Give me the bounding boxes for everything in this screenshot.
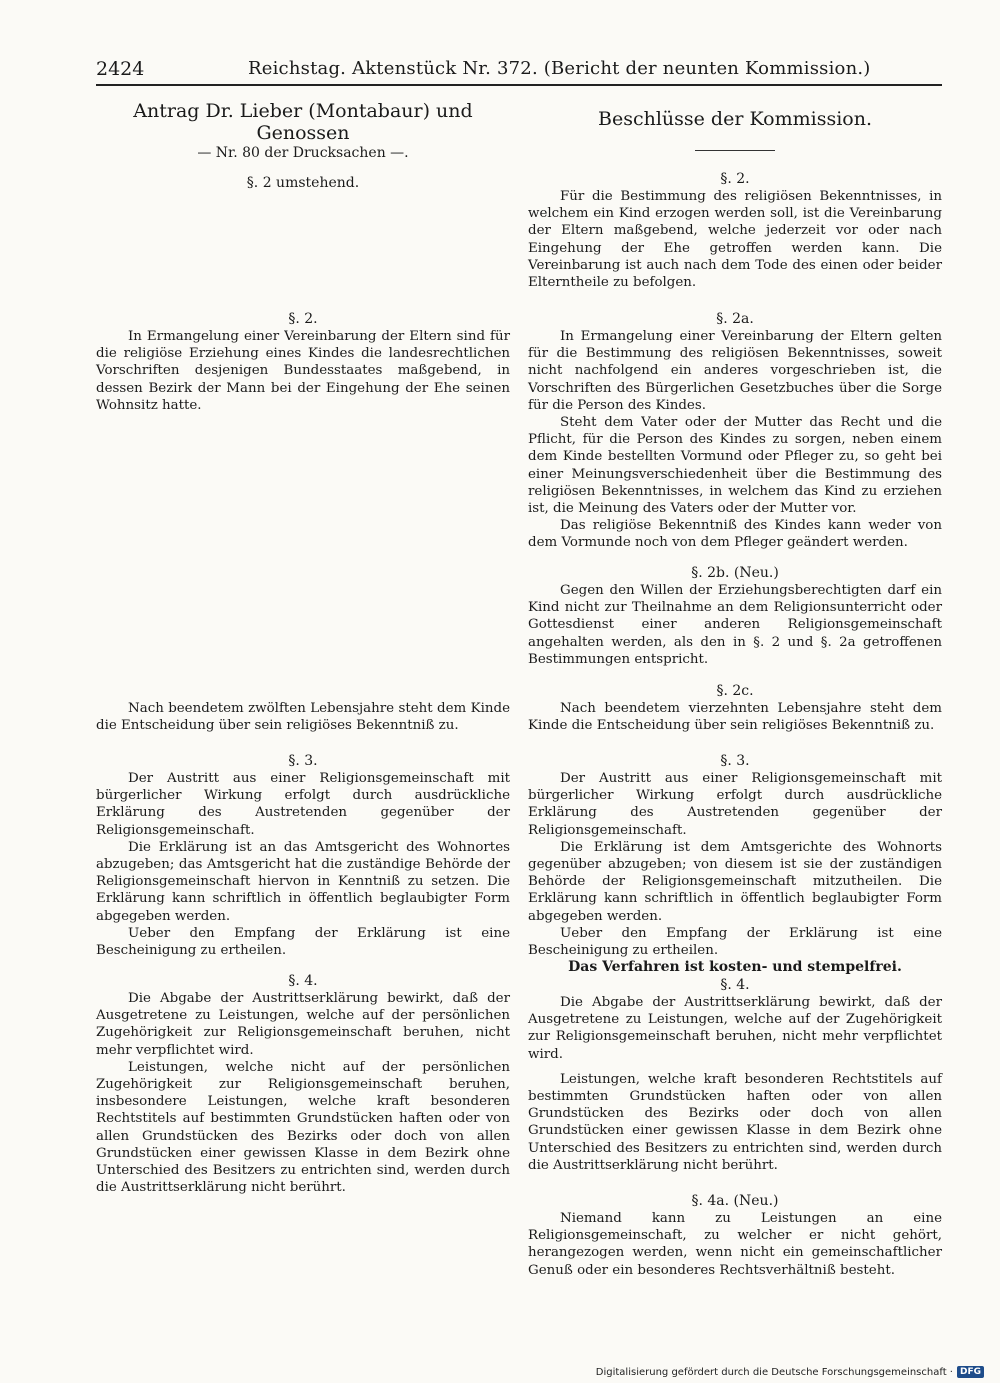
section-heading: §. 2b. (Neu.) [691, 565, 779, 581]
section-heading: §. 4a. (Neu.) [691, 1193, 779, 1209]
section-paragraph: Die Erklärung ist an das Amtsgericht des Wohnortes abzugeben; das Amtsgericht hat die zuständige Behörde der Religionsgemeinschaft hiervon in Kenntniß zu setzen. Die Erklärung kann schriftlich in öffentlich beglaubigter Form abgegeben werden. [96, 839, 510, 924]
section-paragraph: Die Abgabe der Austrittserklärung bewirkt, daß der Ausgetretene zu Leistungen, welche auf der persönlichen Zugehörigkeit zur Religionsgemeinschaft beruhen, nicht mehr verpflichtet wird. [96, 991, 510, 1058]
section-text: In Ermangelung einer Vereinbarung der Eltern sind für die religiöse Erziehung eines Kindes die landesrechtlichen Vorschriften desjenigen Bundesstaates maßgebend, in dessen Bezirk der Mann bei der Eingehung der Ehe seinen Wohnsitz hatte. [96, 329, 510, 413]
right-column-title: Beschlüsse der Kommission. [598, 108, 872, 130]
left-column-title: Antrag Dr. Lieber (Montabaur) und Genossen [133, 100, 473, 144]
left-section-4 [96, 972, 510, 1196]
right-section-4a [528, 1192, 942, 1279]
section-heading: §. 2c. [716, 683, 754, 699]
left-column [96, 100, 510, 1196]
left-s2-reference [96, 174, 510, 192]
right-section-3 [528, 752, 942, 976]
digitization-footer [596, 1366, 984, 1378]
left-section-3 [96, 752, 510, 959]
section-paragraph-bold: Das Verfahren ist kosten- und stempelfrei. [568, 959, 902, 976]
section-heading: §. 3. [720, 753, 750, 769]
section-heading: §. 2a. [716, 311, 754, 327]
right-section-2 [528, 170, 942, 291]
section-paragraph: Leistungen, welche nicht auf der persönlichen Zugehörigkeit zur Religionsgemeinschaft beruhen, insbesondere Leistungen, welche kraft besonderen Rechtstitels auf bestimmten Grundstücken haften oder von allen Grundstücken des Bezirks oder doch von allen Grundstücken einer gewissen Klasse in dem Bezirk ohne Unterschied des Besitzers zu entrichten sind, werden durch die Austrittserklärung nicht berührt. [96, 1059, 510, 1196]
section-text: Gegen den Willen der Erziehungsberechtigten darf ein Kind nicht zur Theilnahme an dem Religionsunterricht oder Gottesdienst einer anderen Religionsgemeinschaft angehalten werden, als den in §. 2 und §. 2a getroffenen Bestimmungen entspricht. [528, 583, 942, 667]
page-number: 2424 [96, 58, 145, 80]
section-paragraph: Ueber den Empfang der Erklärung ist eine Bescheinigung zu ertheilen. [96, 925, 510, 959]
right-section-4 [528, 976, 942, 1174]
footer-text: Digitalisierung gefördert durch die Deutsche Forschungsgemeinschaft · [595, 1366, 953, 1378]
s2-reference-text: §. 2 umstehend. [246, 175, 360, 191]
section-paragraph: Der Austritt aus einer Religionsgemeinschaft mit bürgerlicher Wirkung erfolgt durch ausdrückliche Erklärung des Austretenden gegenüber der Religionsgemeinschaft. [528, 771, 942, 838]
section-text: Für die Bestimmung des religiösen Bekenntnisses, in welchem ein Kind erzogen werden soll, ist die Vereinbarung der Eltern maßgebend, welche jederzeit vor oder nach Eingehung der Ehe getroffen werden kann. Die Vereinbarung ist auch nach dem Tode des einen oder beider Elterntheile zu befolgen. [528, 189, 942, 291]
section-paragraph: Ueber den Empfang der Erklärung ist eine Bescheinigung zu ertheilen. [528, 925, 942, 959]
page-header [96, 56, 942, 86]
section-heading: §. 2. [288, 311, 318, 327]
right-column [528, 100, 942, 1278]
section-heading: §. 3. [288, 753, 318, 769]
section-paragraph: In Ermangelung einer Vereinbarung der Eltern gelten für die Bestimmung des religiösen Bekenntnisses, soweit nicht nachfolgend ein anderes vorgeschrieben ist, die Vorschriften des Bürgerlichen Gesetzbuches über die Sorge für die Person des Kindes. [528, 329, 942, 413]
right-section-2b [528, 564, 942, 668]
left-section-2c [96, 700, 510, 734]
section-text: Nach beendetem zwölften Lebensjahre steht dem Kinde die Entscheidung über sein religiöses Bekenntniß zu. [96, 701, 510, 734]
left-column-subtitle: — Nr. 80 der Drucksachen —. [197, 145, 409, 161]
right-section-2a [528, 310, 942, 552]
section-heading: §. 2. [720, 171, 750, 187]
section-paragraph: Das religiöse Bekenntniß des Kindes kann weder von dem Vormunde noch von dem Pfleger geändert werden. [528, 518, 942, 551]
left-section-2 [96, 310, 510, 414]
right-section-2c [528, 682, 942, 734]
running-title: Reichstag. Aktenstück Nr. 372. (Bericht der neunten Kommission.) [248, 58, 871, 79]
section-paragraph: Die Abgabe der Austrittserklärung bewirkt, daß der Ausgetretene zu Leistungen, welche auf der Zugehörigkeit zur Religionsgemeinschaft beruhen, nicht mehr verpflichtet wird. [528, 995, 942, 1062]
section-paragraph: Leistungen, welche kraft besonderen Rechtstitels auf bestimmten Grundstücken haften oder von allen Grundstücken des Bezirks oder doch von allen Grundstücken einer gewissen Klasse in dem Bezirk ohne Unterschied des Besitzers zu entrichten sind, werden durch die Austrittserklärung nicht berührt. [528, 1071, 942, 1173]
dfg-logo: DFG [957, 1366, 984, 1378]
section-heading: §. 4. [720, 977, 750, 993]
section-heading: §. 4. [288, 973, 318, 989]
section-paragraph: Steht dem Vater oder der Mutter das Recht und die Pflicht, für die Person des Kindes zu sorgen, neben einem dem Kinde bestellten Vormund oder Pfleger zu, so geht bei einer Meinungsverschiedenheit über die Bestimmung des religiösen Bekenntnisses, in welchem das Kind zu erziehen ist, die Meinung des Vaters oder der Mutter vor. [528, 415, 942, 517]
section-paragraph: Der Austritt aus einer Religionsgemeinschaft mit bürgerlicher Wirkung erfolgt durch ausdrückliche Erklärung des Austretenden gegenüber der Religionsgemeinschaft. [96, 771, 510, 838]
section-text: Niemand kann zu Leistungen an eine Religionsgemeinschaft, zu welcher er nicht gehört, herangezogen werden, wenn nicht ein gemeinschaftlicher Genuß oder ein besonderes Rechtsverhältniß besteht. [528, 1211, 942, 1278]
title-rule [695, 150, 775, 151]
section-paragraph: Die Erklärung ist dem Amtsgerichte des Wohnorts gegenüber abzugeben; von diesem ist sie der zuständigen Behörde der Religionsgemeinschaft mitzutheilen. Die Erklärung kann schriftlich in öffentlich beglaubigter Form abgegeben werden. [528, 839, 942, 924]
section-text: Nach beendetem vierzehnten Lebensjahre steht dem Kinde die Entscheidung über sein religiöses Bekenntniß zu. [528, 701, 942, 734]
